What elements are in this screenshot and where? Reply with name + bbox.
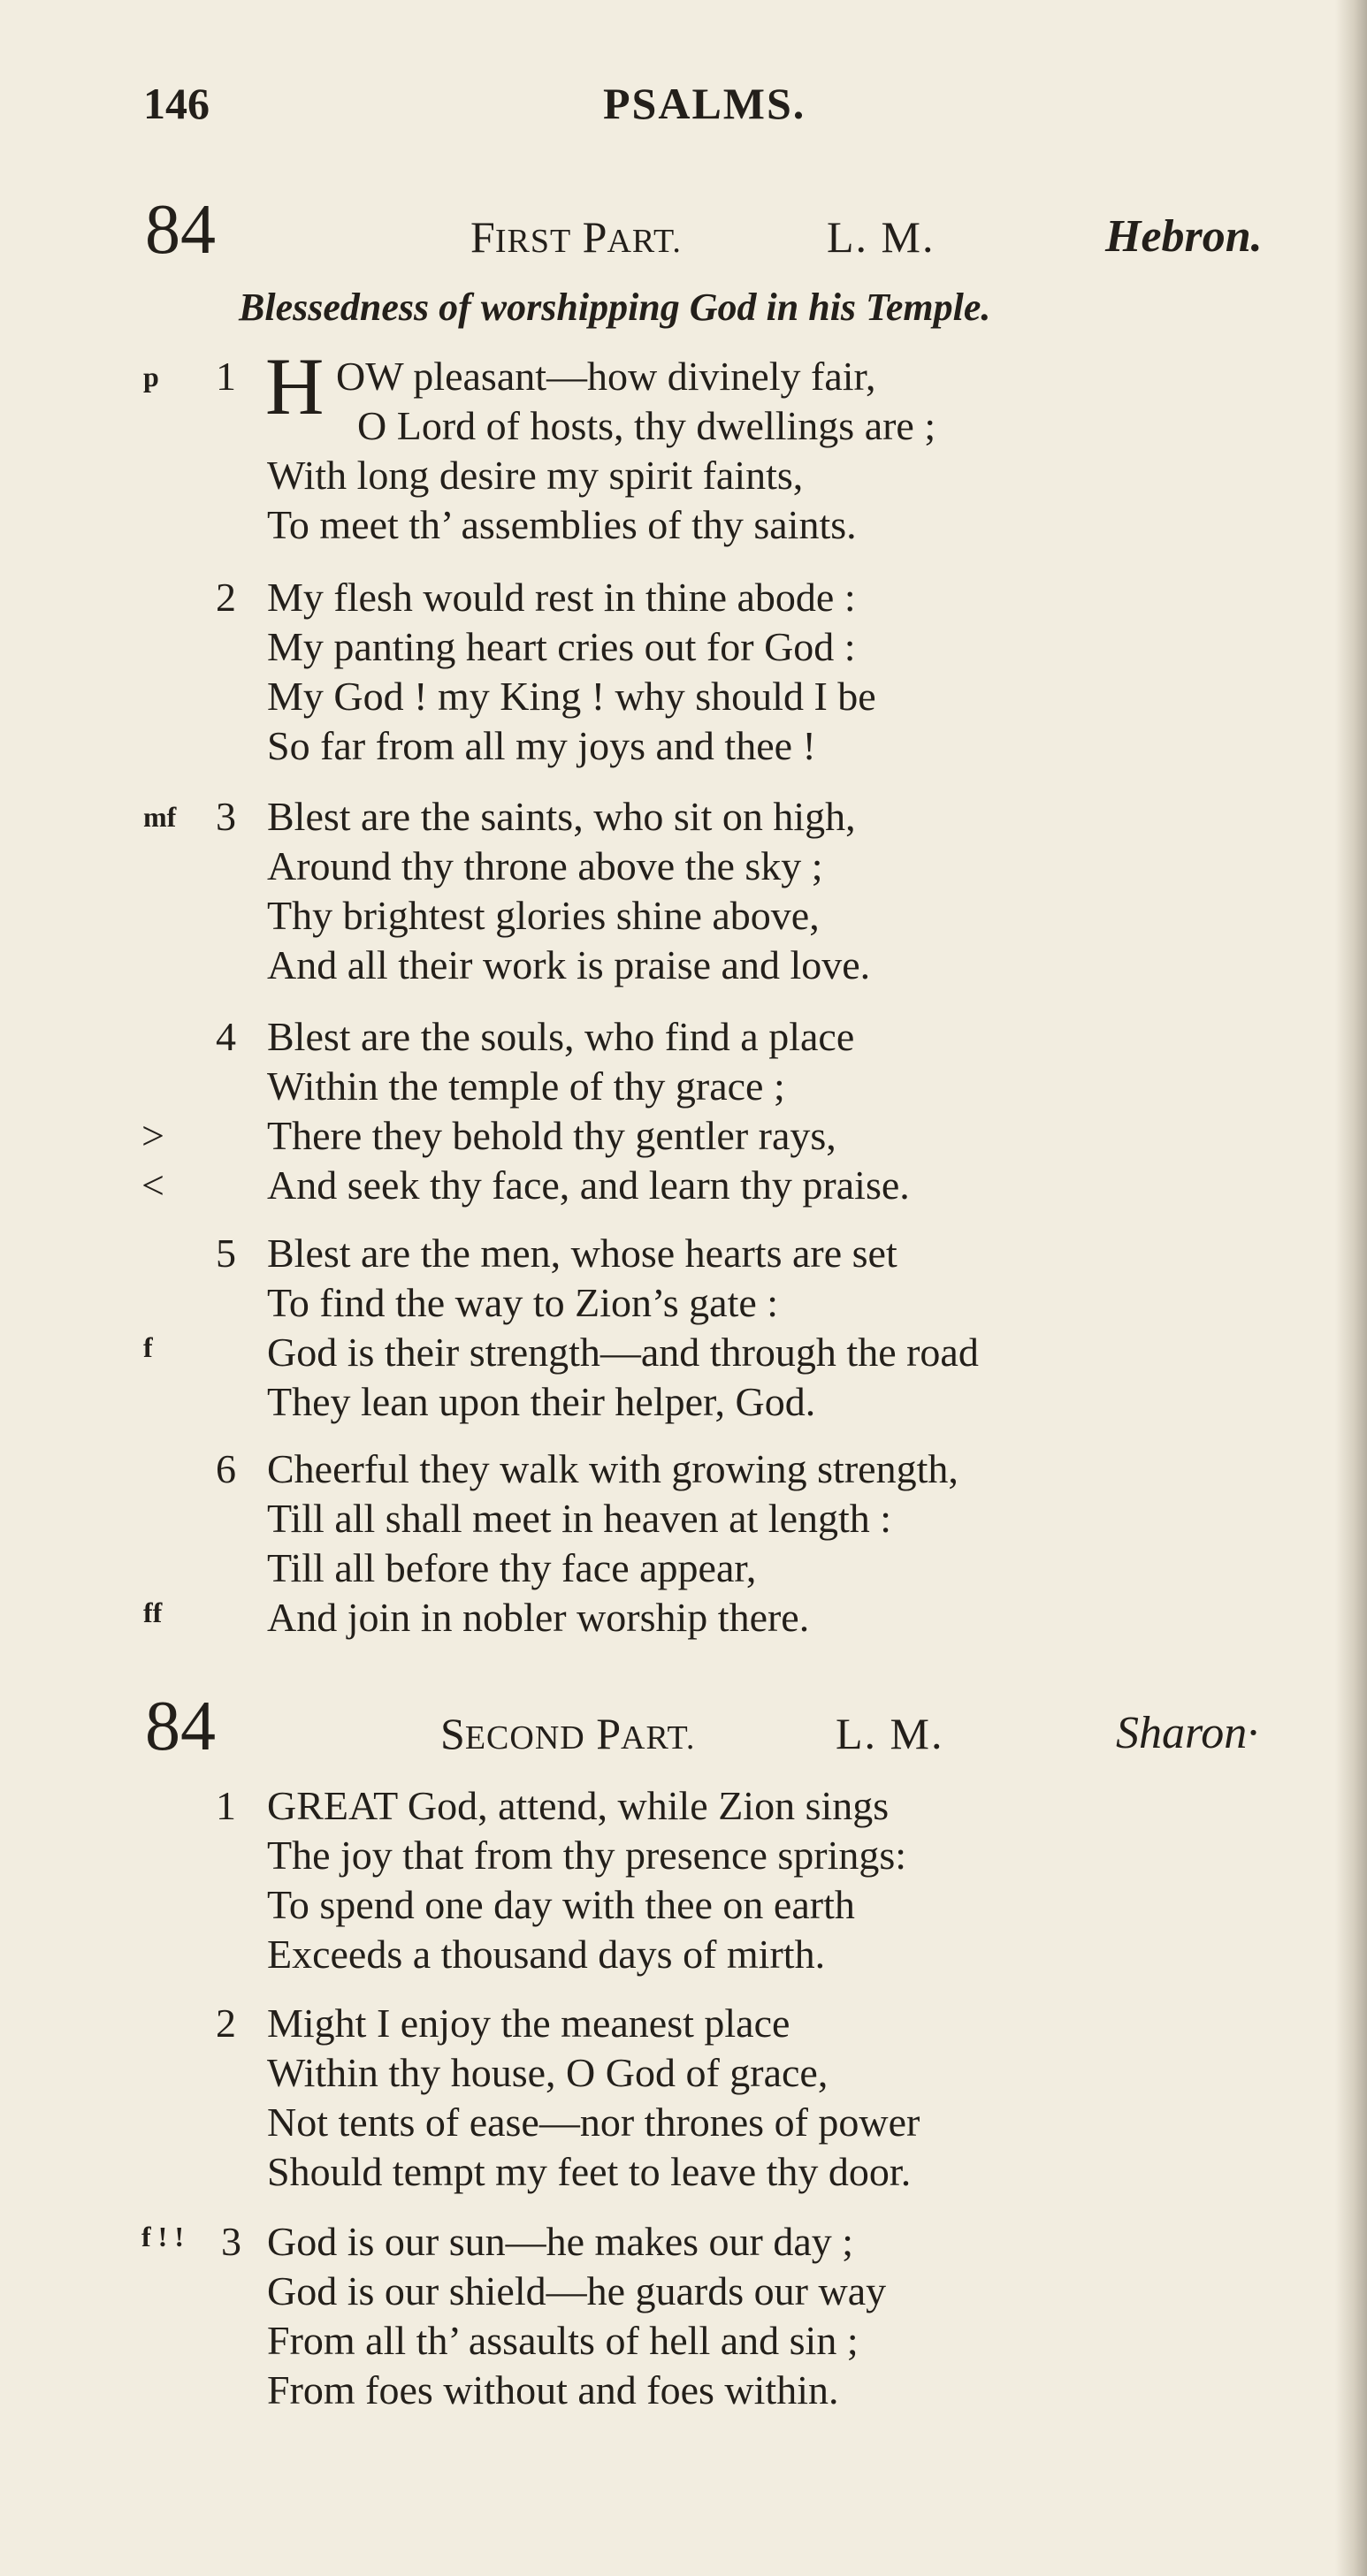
verse-line: Till all before thy face appear,: [267, 1545, 757, 1590]
psalm-subtitle: Blessedness of worshipping God in his Temple.: [239, 286, 991, 329]
verse-line: Thy brightest glories shine above,: [267, 893, 820, 938]
verse-line: To spend one day with thee on earth: [267, 1882, 855, 1927]
verse-line: Cheerful they walk with growing strength,: [267, 1446, 958, 1491]
psalm-heading-second-part: [0, 1687, 1367, 1766]
meter-label: L. M.: [827, 212, 936, 262]
page-edge: [1335, 0, 1367, 2576]
page-number: 146: [143, 79, 210, 128]
verse-line: Within the temple of thy grace ;: [267, 1063, 785, 1109]
verse-number: 1: [216, 1783, 236, 1828]
verse-number: 2: [216, 575, 236, 620]
decrescendo-mark: <: [141, 1162, 164, 1208]
running-title: PSALMS.: [603, 79, 806, 128]
verse-line: And seek thy face, and learn thy praise.: [267, 1162, 910, 1208]
crescendo-mark: >: [141, 1113, 164, 1158]
psalm-number: 84: [145, 191, 216, 269]
verse-number: 3: [221, 2219, 241, 2264]
verse-line: God is their strength—and through the road: [267, 1330, 979, 1375]
verse-line: To find the way to Zion’s gate :: [267, 1280, 779, 1325]
verse-line: There they behold thy gentler rays,: [267, 1113, 836, 1158]
verse-line: And join in nobler worship there.: [267, 1595, 810, 1640]
running-head: [0, 78, 1367, 140]
tune-name: Hebron.: [1105, 211, 1263, 262]
verse-line: Blest are the souls, who find a place: [267, 1014, 855, 1059]
part-label: [470, 206, 682, 272]
verse-line: Till all shall meet in heaven at length :: [267, 1496, 892, 1541]
verse-number: 2: [216, 2001, 236, 2046]
verse-line: Blest are the saints, who sit on high,: [267, 794, 856, 839]
verse-number: 1: [216, 354, 236, 399]
dynamic-mark: mf: [143, 801, 177, 833]
verse-line: God is our shield—he guards our way: [267, 2268, 887, 2313]
verse-line: My God ! my King ! why should I be: [267, 674, 876, 719]
verse-line: So far from all my joys and thee !: [267, 723, 816, 768]
dynamic-mark: f: [143, 1331, 153, 1363]
verse-line: My flesh would rest in thine abode :: [267, 575, 856, 620]
part-label-sc: ART.: [607, 223, 682, 260]
verse-line: And all their work is praise and love.: [267, 942, 871, 987]
verse-number: 3: [216, 794, 236, 839]
verse-line: With long desire my spirit faints,: [267, 453, 804, 498]
verse-line: Might I enjoy the meanest place: [267, 2001, 790, 2046]
verse-line: OW pleasant—how divinely fair,: [336, 354, 876, 399]
verse-line: God is our sun—he makes our day ;: [267, 2219, 854, 2264]
verse-line: GREAT God, attend, while Zion sings: [267, 1783, 890, 1828]
drop-cap: H: [265, 341, 325, 431]
verse-line: From foes without and foes within.: [267, 2367, 839, 2412]
part-label-cap: P: [596, 1709, 622, 1758]
part-label-cap: F: [470, 212, 495, 262]
dynamic-mark: ff: [143, 1597, 163, 1628]
dynamic-mark: p: [143, 361, 159, 392]
verse-line: Around thy throne above the sky ;: [267, 843, 823, 888]
dynamic-mark: f ! !: [141, 2221, 184, 2252]
verse-line: My panting heart cries out for God :: [267, 624, 856, 669]
part-label-sc: ART.: [621, 1719, 696, 1757]
part-label-sc: IRST: [494, 223, 572, 260]
verse-line: Within thy house, O God of grace,: [267, 2050, 829, 2095]
verse-number: 6: [216, 1446, 236, 1491]
psalm-heading-first-part: [0, 190, 1367, 270]
verse-line: The joy that from thy presence springs:: [267, 1833, 907, 1878]
tune-name: Sharon·: [1116, 1708, 1259, 1758]
verse-line: To meet th’ assemblies of thy saints.: [267, 502, 857, 547]
verse-line: Blest are the men, whose hearts are set: [267, 1231, 897, 1276]
verse-line: From all th’ assaults of hell and sin ;: [267, 2318, 859, 2363]
verse-line: O Lord of hosts, thy dwellings are ;: [357, 403, 936, 448]
verse-line: Exceeds a thousand days of mirth.: [267, 1932, 826, 1977]
verse-number: 4: [216, 1014, 236, 1059]
psalm-number: 84: [145, 1688, 216, 1765]
part-label-sc: ECOND: [464, 1719, 585, 1757]
verse-line: Not tents of ease—nor thrones of power: [267, 2100, 920, 2145]
verse-line: They lean upon their helper, God.: [267, 1379, 816, 1424]
part-label-cap: P: [582, 212, 607, 262]
part-label-cap: S: [440, 1709, 465, 1758]
verse-number: 5: [216, 1231, 236, 1276]
meter-label: L. M.: [836, 1709, 944, 1758]
part-label: [440, 1703, 695, 1769]
verse-line: Should tempt my feet to leave thy door.: [267, 2149, 912, 2194]
